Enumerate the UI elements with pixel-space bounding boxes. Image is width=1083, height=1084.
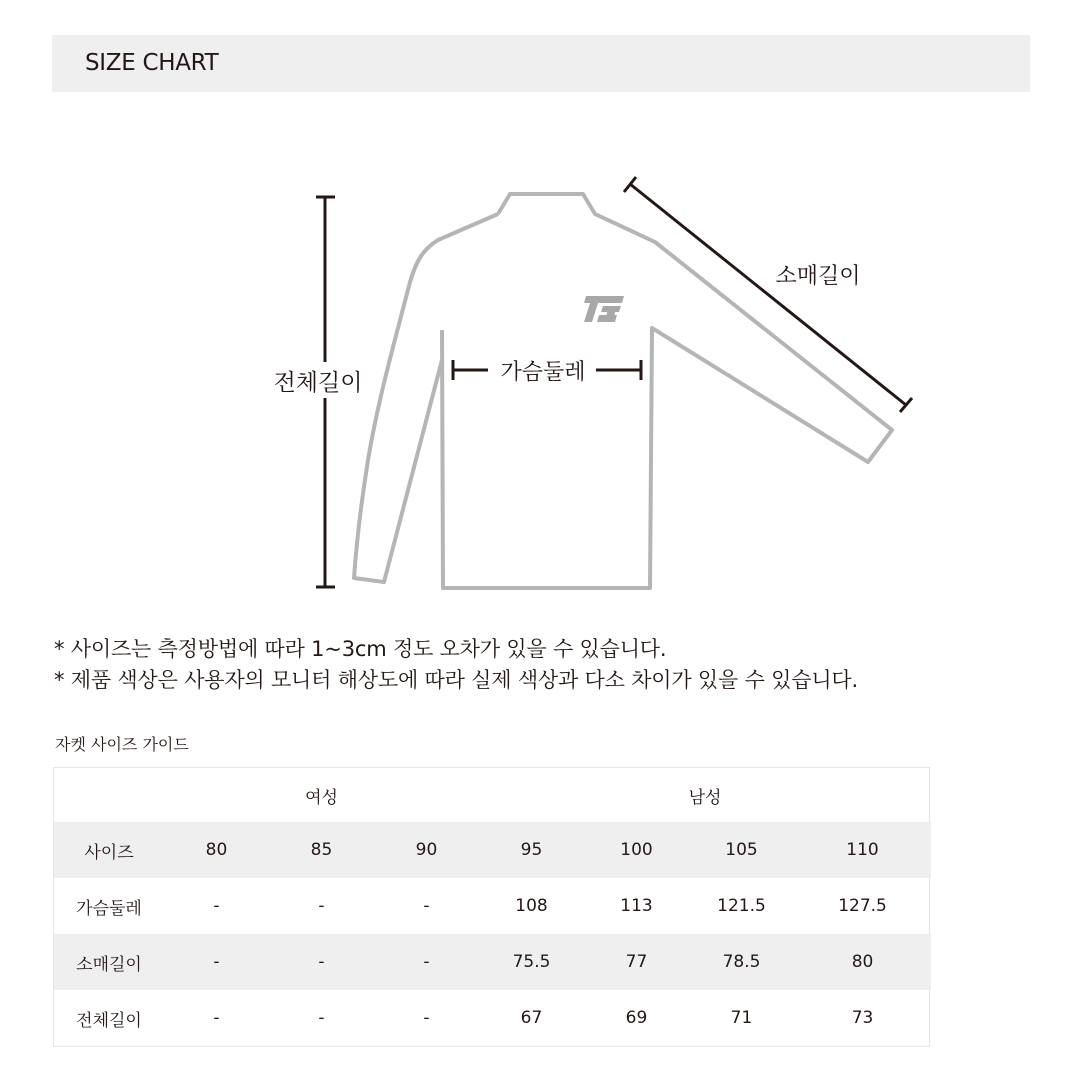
table-row-total-length — [54, 990, 931, 1046]
table-cell: 77 — [584, 934, 689, 990]
table-row-size — [54, 822, 931, 878]
table-cell: 105 — [689, 822, 794, 878]
row-label: 가슴둘레 — [76, 898, 142, 919]
table-cell: 95 — [479, 822, 584, 878]
size-table — [53, 767, 930, 1047]
table-cell: - — [164, 934, 269, 990]
table-cell: 67 — [520, 1008, 543, 1028]
group-women: 여성 — [305, 787, 338, 808]
sleeve-measure — [624, 177, 912, 412]
row-label: 소매길이 — [54, 934, 164, 990]
group-men: 남성 — [688, 787, 722, 808]
page-title: SIZE CHART — [85, 50, 219, 76]
table-cell: - — [374, 934, 479, 990]
table-title: 자켓 사이즈 가이드 — [55, 735, 189, 754]
total-length-label: 전체길이 — [273, 370, 363, 396]
table-cell: - — [213, 896, 220, 916]
table-cell: 80 — [164, 822, 269, 878]
table-cell: 73 — [851, 1008, 874, 1028]
table-cell: - — [318, 1008, 325, 1028]
table-cell: 113 — [620, 896, 653, 916]
table-cell: - — [213, 1008, 220, 1028]
table-group-row — [54, 768, 931, 822]
note-measurement: * 사이즈는 측정방법에 따라 1~3cm 정도 오차가 있을 수 있습니다. — [54, 637, 667, 661]
table-cell: 127.5 — [838, 896, 887, 916]
table-cell — [54, 768, 164, 822]
table-cell: 100 — [584, 822, 689, 878]
table-cell: 121.5 — [717, 896, 766, 916]
brand-logo-icon — [584, 296, 624, 322]
table-cell: - — [269, 934, 374, 990]
table-cell: 80 — [794, 934, 931, 990]
table-cell: 108 — [515, 896, 548, 916]
table-cell: - — [423, 1008, 430, 1028]
note-color: * 제품 색상은 사용자의 모니터 해상도에 따라 실제 색상과 다소 차이가 있을 수 있습니다. — [54, 668, 858, 692]
table-cell: 71 — [730, 1008, 753, 1028]
table-cell: - — [423, 896, 430, 916]
row-label: 사이즈 — [54, 822, 164, 878]
table-cell: 110 — [794, 822, 931, 878]
jacket-outline — [354, 194, 892, 588]
table-row-chest — [54, 878, 931, 934]
notes — [54, 634, 1054, 696]
row-label: 전체길이 — [76, 1010, 142, 1031]
sleeve-label: 소매길이 — [775, 264, 861, 289]
table-cell: 69 — [625, 1008, 648, 1028]
chest-label: 가슴둘레 — [500, 360, 586, 385]
table-cell: 75.5 — [479, 934, 584, 990]
table-cell: 78.5 — [689, 934, 794, 990]
table-cell: - — [318, 896, 325, 916]
table-cell: 85 — [269, 822, 374, 878]
table-cell: 90 — [374, 822, 479, 878]
table-row-sleeve — [54, 934, 931, 990]
